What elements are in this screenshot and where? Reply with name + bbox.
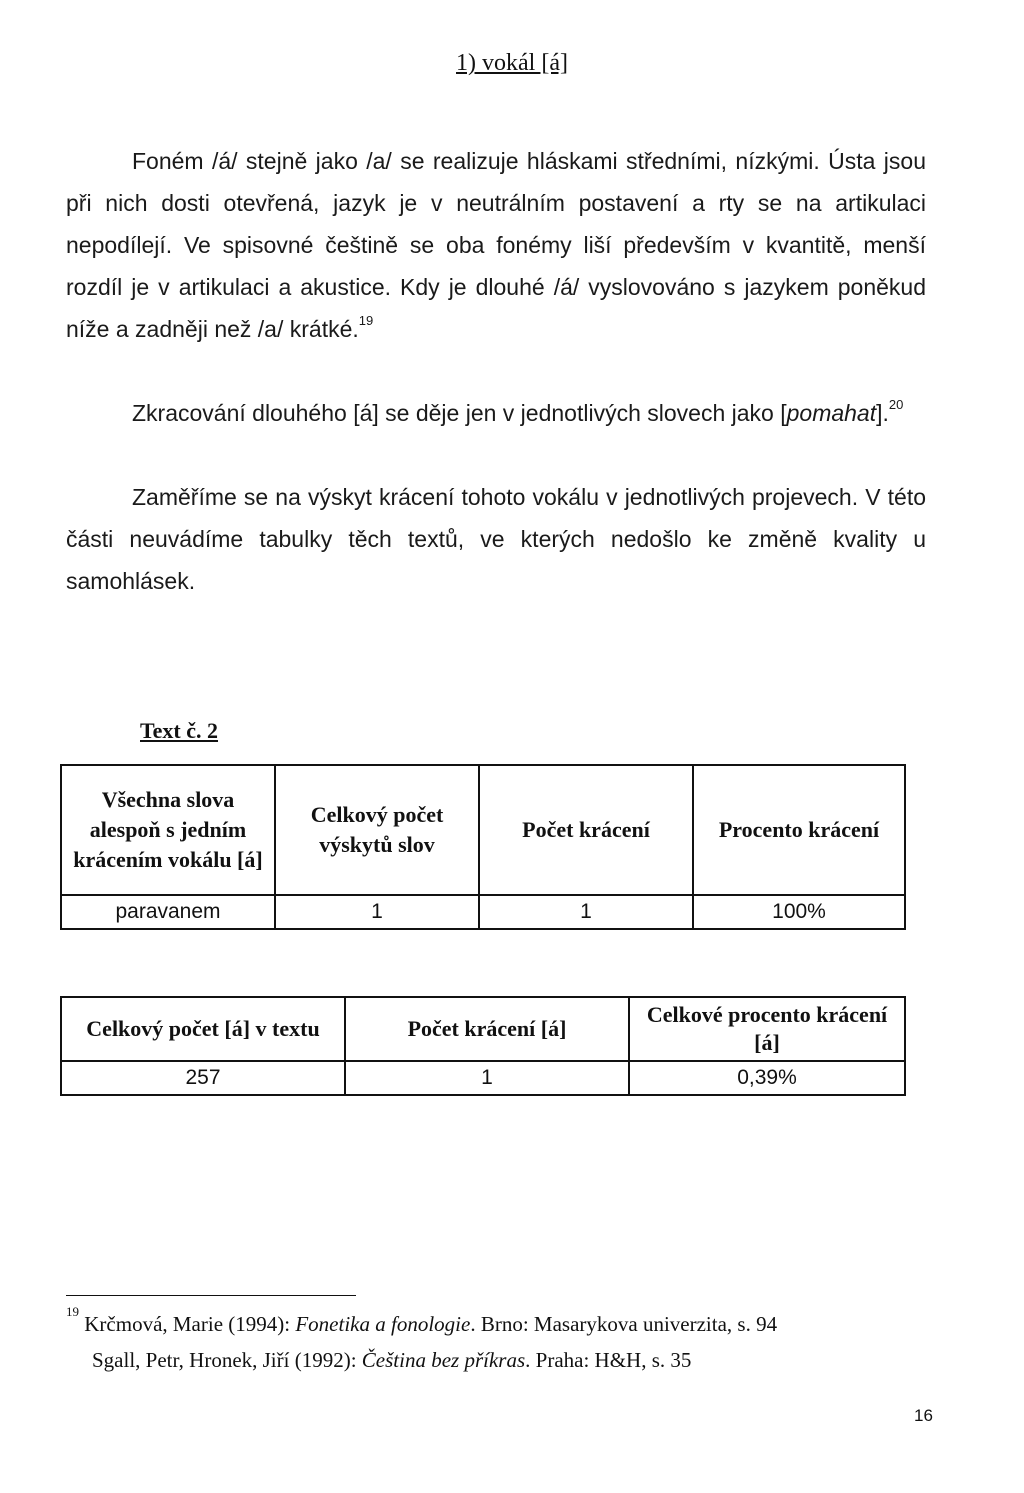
table-header-row <box>61 765 905 895</box>
col-header-total-a: Celkový počet [á] v textu <box>61 997 345 1061</box>
table-row <box>61 1061 905 1095</box>
footnote-ref-20: 20 <box>888 397 904 412</box>
paragraph-focus: Zaměříme se na výskyt krácení tohoto vokálu v jednotlivých projevech. V této části neuvádíme tabulky těch textů, ve kterých nedošlo ke změně kvality u samohlásek. <box>66 484 926 594</box>
footnote-divider <box>66 1295 356 1296</box>
cell-total: 1 <box>275 895 479 929</box>
cell-shortening-a: 1 <box>345 1061 629 1095</box>
col-header-shortening-percent: Procento krácení <box>693 765 905 895</box>
footnote-text: Sgall, Petr, Hronek, Jiří (1992): <box>92 1348 362 1372</box>
col-header-total-percent: Celkové procento krácení [á] <box>629 997 905 1061</box>
section-heading: 1) vokál [á] <box>456 50 568 76</box>
col-header-shortening-a: Počet krácení [á] <box>345 997 629 1061</box>
footnote-text: . Praha: H&H, s. 35 <box>525 1348 692 1372</box>
cell-total-a: 257 <box>61 1061 345 1095</box>
footnote-book-title: Čeština bez příkras <box>361 1348 526 1372</box>
table-caption: Text č. 2 <box>140 718 219 743</box>
paragraph-shortening <box>66 392 926 434</box>
footnote-19 <box>66 1304 778 1337</box>
footnote-text: . Brno: Masarykova univerzita, s. 94 <box>470 1312 778 1336</box>
footnote-book-title: Fonetika a fonologie <box>295 1312 471 1336</box>
footnote-20 <box>92 1348 691 1373</box>
example-word: pomahat <box>786 400 877 426</box>
shortening-table <box>60 764 906 930</box>
table-header-row <box>61 997 905 1061</box>
col-header-words: Všechna slova alespoň s jedním krácením vokálu [á] <box>61 765 275 895</box>
footnote-text: Krčmová, Marie (1994): <box>84 1312 296 1336</box>
cell-count: 1 <box>479 895 693 929</box>
footnote-number: 19 <box>66 1304 79 1319</box>
col-header-shortening-count: Počet krácení <box>479 765 693 895</box>
summary-table <box>60 996 906 1096</box>
cell-total-percent: 0,39% <box>629 1061 905 1095</box>
cell-percent: 100% <box>693 895 905 929</box>
table-row <box>61 895 905 929</box>
paragraph-phoneme-description <box>66 140 926 350</box>
col-header-total-occurrences: Celkový počet výskytů slov <box>275 765 479 895</box>
cell-word: paravanem <box>61 895 275 929</box>
page-number: 16 <box>914 1406 933 1425</box>
paragraph-text: Zkracování dlouhého [á] se děje jen v jednotlivých slovech jako [ <box>132 400 787 426</box>
paragraph-text: Foném /á/ stejně jako /a/ se realizuje hláskami středními, nízkými. Ústa jsou při nich dosti otevřená, jazyk je v neutrálním postavení a rty se na artikulaci nepodílejí. Ve spisovné češtině se oba fonémy liší především v kvantitě, menší rozdíl je v artikulaci a akustice. Kdy je dlouhé /á/ vyslovováno s jazykem poněkud níže a zadněji než /a/ krátké. <box>66 148 926 342</box>
footnote-ref-19: 19 <box>358 313 374 328</box>
paragraph-text: ]. <box>876 400 889 426</box>
